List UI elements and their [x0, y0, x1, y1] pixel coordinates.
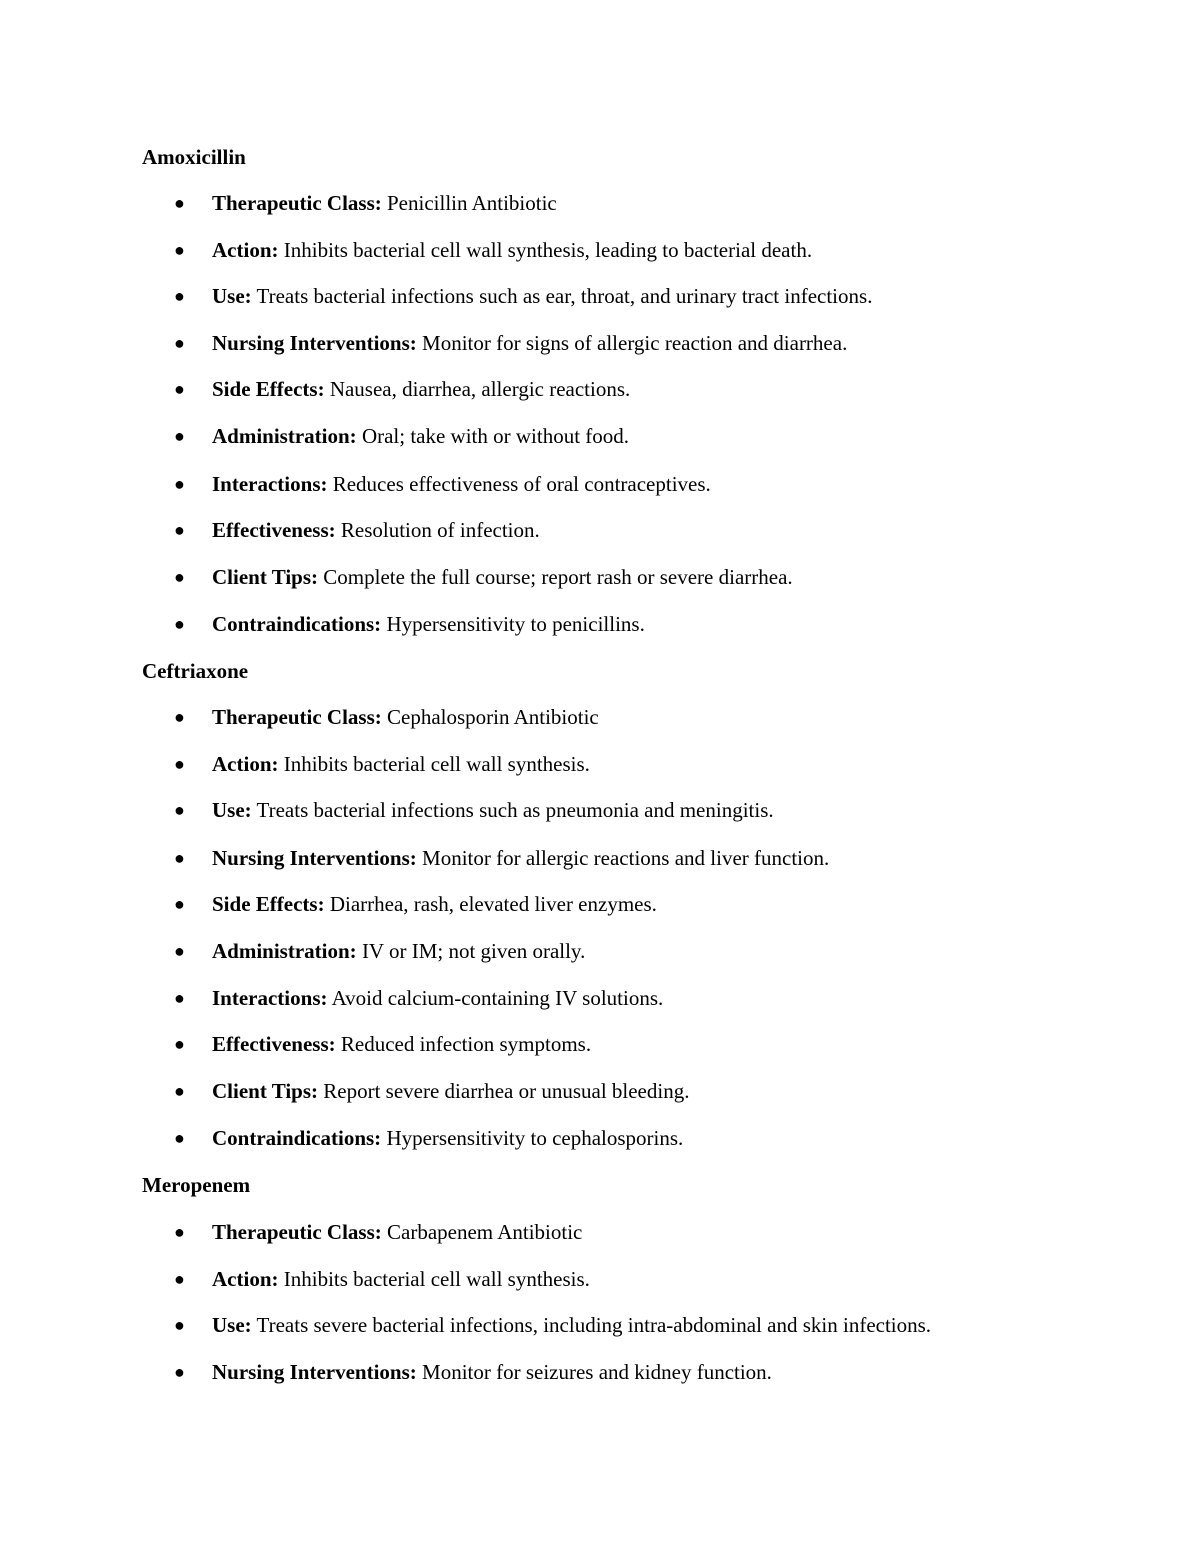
- bullet-icon: ●: [174, 1128, 185, 1148]
- item-label: Therapeutic Class:: [212, 191, 382, 215]
- bullet-icon: ●: [174, 333, 185, 353]
- item-value: Monitor for signs of allergic reaction and diarrhea.: [416, 331, 848, 355]
- item-label: Administration:: [212, 939, 357, 963]
- item-label: Nursing Interventions:: [212, 846, 417, 870]
- item-label: Side Effects:: [212, 892, 325, 916]
- bullet-icon: ●: [174, 240, 185, 260]
- item-label: Client Tips:: [212, 1079, 319, 1103]
- item-label: Use:: [212, 798, 252, 822]
- item-label: Contraindications:: [212, 612, 382, 636]
- bullet-icon: ●: [174, 379, 185, 399]
- item-label: Action:: [212, 1267, 279, 1291]
- item-value: Penicillin Antibiotic: [381, 191, 557, 215]
- item-label: Client Tips:: [212, 565, 319, 589]
- item-label: Therapeutic Class:: [212, 705, 382, 729]
- item-value: Monitor for allergic reactions and liver function.: [416, 846, 830, 870]
- bullet-icon: ●: [174, 1362, 185, 1382]
- item-value: Avoid calcium-containing IV solutions.: [327, 986, 664, 1010]
- item-label: Administration:: [212, 424, 357, 448]
- item-value: Reduced infection symptoms.: [335, 1032, 592, 1056]
- item-value: Treats bacterial infections such as pneumonia and meningitis.: [251, 798, 774, 822]
- item-value: Cephalosporin Antibiotic: [381, 705, 599, 729]
- bullet-icon: ●: [174, 614, 185, 634]
- item-value: IV or IM; not given orally.: [356, 939, 586, 963]
- item-value: Resolution of infection.: [335, 518, 540, 542]
- bullet-icon: ●: [174, 1315, 185, 1335]
- bullet-icon: ●: [174, 848, 185, 868]
- bullet-icon: ●: [174, 1269, 185, 1289]
- bullet-icon: ●: [174, 754, 185, 774]
- item-value: Monitor for seizures and kidney function.: [416, 1360, 772, 1384]
- item-label: Nursing Interventions:: [212, 1360, 417, 1384]
- bullet-icon: ●: [174, 707, 185, 727]
- item-label: Interactions:: [212, 472, 328, 496]
- item-value: Inhibits bacterial cell wall synthesis.: [278, 1267, 590, 1291]
- bullet-icon: ●: [174, 286, 185, 306]
- bullet-icon: ●: [174, 520, 185, 540]
- bullet-icon: ●: [174, 1081, 185, 1101]
- item-value: Treats bacterial infections such as ear, throat, and urinary tract infections.: [251, 284, 873, 308]
- item-value: Hypersensitivity to penicillins.: [381, 612, 645, 636]
- item-label: Use:: [212, 284, 252, 308]
- item-label: Use:: [212, 1313, 252, 1337]
- item-value: Report severe diarrhea or unusual bleeding.: [318, 1079, 690, 1103]
- item-value: Nausea, diarrhea, allergic reactions.: [324, 377, 631, 401]
- item-label: Therapeutic Class:: [212, 1220, 382, 1244]
- bullet-icon: ●: [174, 193, 185, 213]
- item-label: Side Effects:: [212, 377, 325, 401]
- bullet-icon: ●: [174, 988, 185, 1008]
- bullet-icon: ●: [174, 800, 185, 820]
- item-label: Action:: [212, 238, 279, 262]
- bullet-icon: ●: [174, 567, 185, 587]
- bullet-icon: ●: [174, 1222, 185, 1242]
- item-label: Effectiveness:: [212, 1032, 336, 1056]
- item-value: Inhibits bacterial cell wall synthesis, leading to bacterial death.: [278, 238, 813, 262]
- item-label: Effectiveness:: [212, 518, 336, 542]
- drug-heading-amoxicillin: Amoxicillin: [142, 145, 246, 169]
- bullet-icon: ●: [174, 474, 185, 494]
- item-label: Nursing Interventions:: [212, 331, 417, 355]
- bullet-icon: ●: [174, 941, 185, 961]
- item-label: Contraindications:: [212, 1126, 382, 1150]
- item-value: Inhibits bacterial cell wall synthesis.: [278, 752, 590, 776]
- item-value: Complete the full course; report rash or severe diarrhea.: [318, 565, 793, 589]
- item-value: Treats severe bacterial infections, including intra-abdominal and skin infections.: [251, 1313, 932, 1337]
- item-value: Carbapenem Antibiotic: [381, 1220, 583, 1244]
- item-value: Diarrhea, rash, elevated liver enzymes.: [324, 892, 657, 916]
- bullet-icon: ●: [174, 426, 185, 446]
- bullet-icon: ●: [174, 1034, 185, 1054]
- item-value: Reduces effectiveness of oral contraceptives.: [327, 472, 711, 496]
- item-label: Action:: [212, 752, 279, 776]
- drug-heading-meropenem: Meropenem: [142, 1173, 251, 1197]
- item-label: Interactions:: [212, 986, 328, 1010]
- item-value: Oral; take with or without food.: [356, 424, 630, 448]
- item-value: Hypersensitivity to cephalosporins.: [381, 1126, 684, 1150]
- drug-heading-ceftriaxone: Ceftriaxone: [142, 659, 249, 683]
- bullet-icon: ●: [174, 894, 185, 914]
